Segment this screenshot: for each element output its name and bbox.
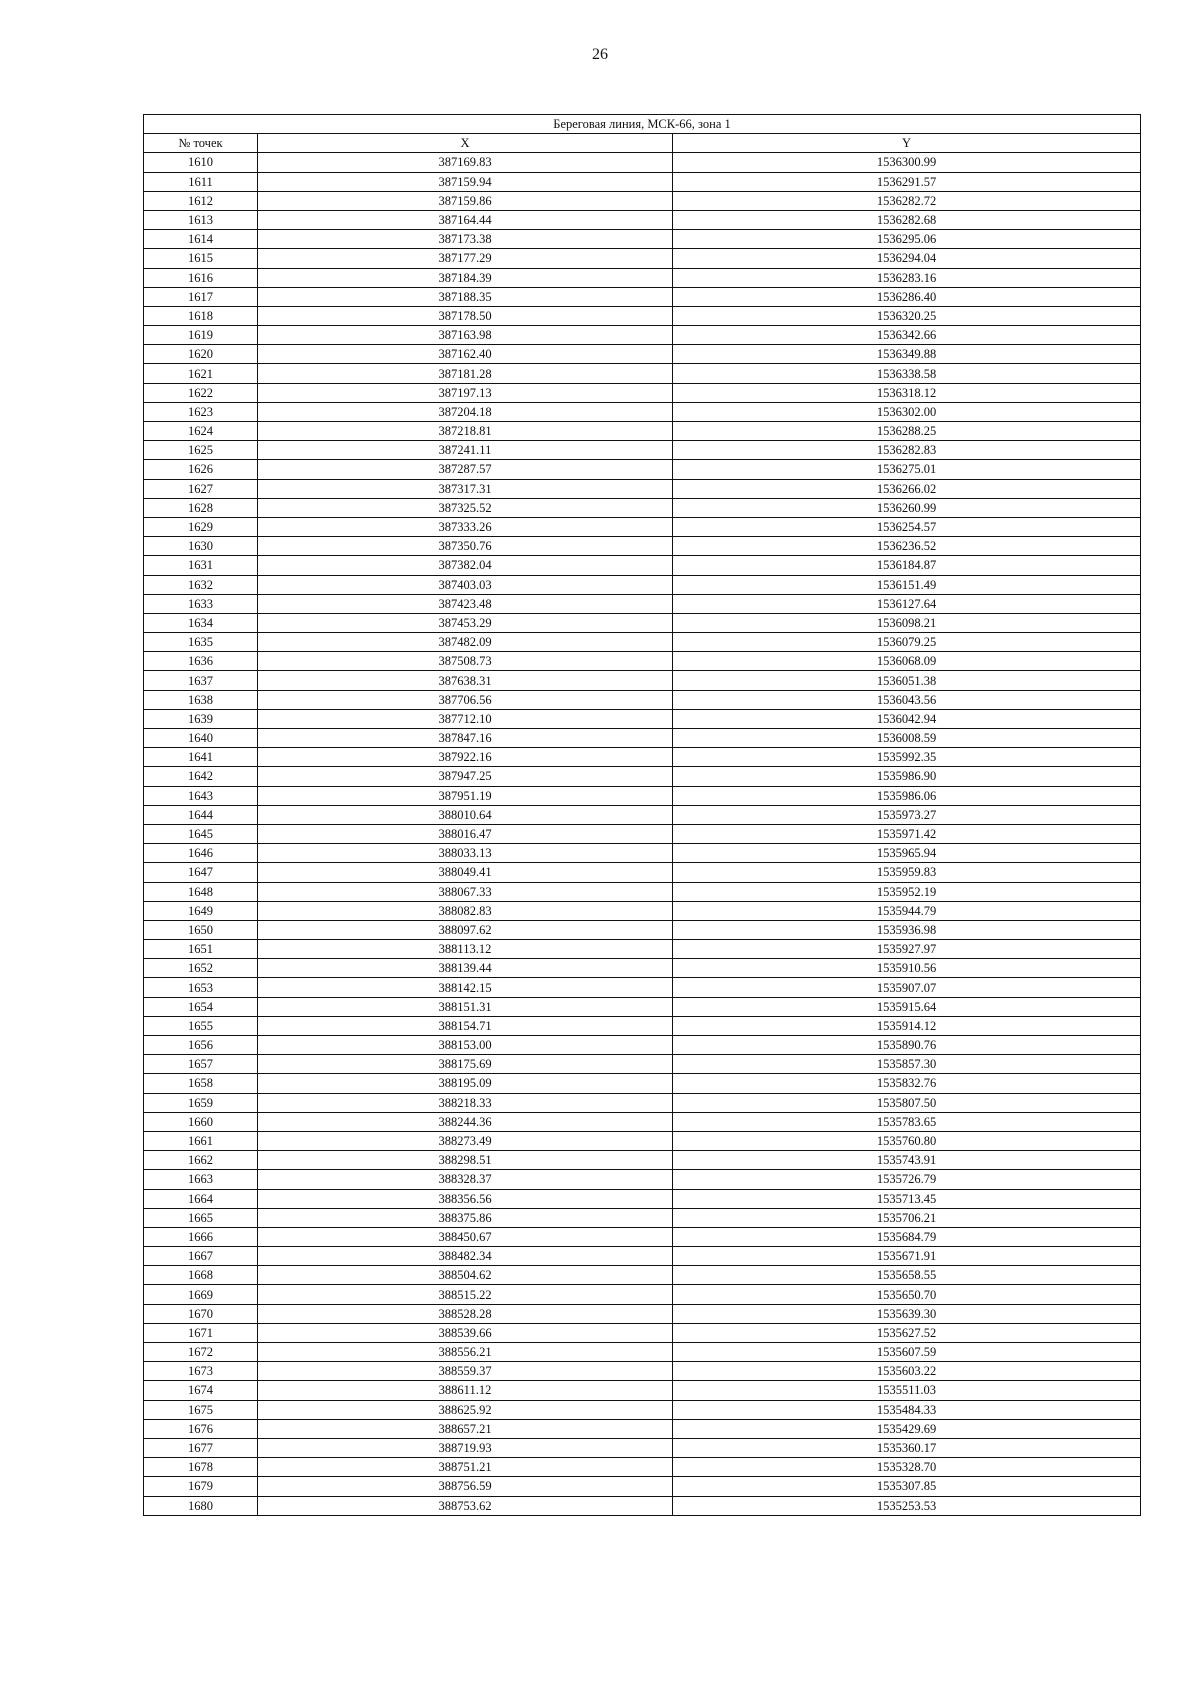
x-cell: 387423.48	[258, 594, 673, 613]
point-number-cell: 1622	[144, 383, 258, 402]
x-cell: 387922.16	[258, 748, 673, 767]
y-cell: 1535484.33	[673, 1400, 1141, 1419]
table-row	[144, 997, 1141, 1016]
point-number-cell: 1645	[144, 824, 258, 843]
x-cell: 388556.21	[258, 1343, 673, 1362]
x-cell: 388450.67	[258, 1227, 673, 1246]
x-cell: 387508.73	[258, 652, 673, 671]
y-cell: 1535760.80	[673, 1131, 1141, 1150]
table-row	[144, 1093, 1141, 1112]
table-row	[144, 959, 1141, 978]
point-number-cell: 1655	[144, 1016, 258, 1035]
table-row	[144, 422, 1141, 441]
point-number-cell: 1619	[144, 326, 258, 345]
page-number: 26	[592, 46, 608, 63]
y-cell: 1535986.06	[673, 786, 1141, 805]
point-number-cell: 1626	[144, 460, 258, 479]
table-row	[144, 1381, 1141, 1400]
x-cell: 388142.15	[258, 978, 673, 997]
table-row	[144, 1285, 1141, 1304]
y-cell: 1536282.72	[673, 191, 1141, 210]
x-cell: 388195.09	[258, 1074, 673, 1093]
y-cell: 1535807.50	[673, 1093, 1141, 1112]
point-number-cell: 1631	[144, 556, 258, 575]
x-cell: 388528.28	[258, 1304, 673, 1323]
x-cell: 387951.19	[258, 786, 673, 805]
point-number-cell: 1658	[144, 1074, 258, 1093]
point-number-cell: 1630	[144, 537, 258, 556]
y-cell: 1535910.56	[673, 959, 1141, 978]
point-number-cell: 1680	[144, 1496, 258, 1515]
point-number-cell: 1627	[144, 479, 258, 498]
x-cell: 388097.62	[258, 920, 673, 939]
table-row	[144, 537, 1141, 556]
table-row	[144, 633, 1141, 652]
x-cell: 387638.31	[258, 671, 673, 690]
y-cell: 1535726.79	[673, 1170, 1141, 1189]
x-cell: 387947.25	[258, 767, 673, 786]
table-row	[144, 249, 1141, 268]
point-number-cell: 1629	[144, 517, 258, 536]
table-row	[144, 1458, 1141, 1477]
y-cell: 1536302.00	[673, 402, 1141, 421]
point-number-cell: 1636	[144, 652, 258, 671]
point-number-cell: 1624	[144, 422, 258, 441]
table-row	[144, 1304, 1141, 1323]
y-cell: 1535973.27	[673, 805, 1141, 824]
x-cell: 388657.21	[258, 1419, 673, 1438]
y-cell: 1535890.76	[673, 1036, 1141, 1055]
y-cell: 1535959.83	[673, 863, 1141, 882]
table-row	[144, 1036, 1141, 1055]
x-cell: 388049.41	[258, 863, 673, 882]
point-number-cell: 1648	[144, 882, 258, 901]
point-number-cell: 1620	[144, 345, 258, 364]
point-number-cell: 1613	[144, 210, 258, 229]
point-number-cell: 1665	[144, 1208, 258, 1227]
x-cell: 388218.33	[258, 1093, 673, 1112]
table-row	[144, 613, 1141, 632]
table-row	[144, 1227, 1141, 1246]
table-row	[144, 786, 1141, 805]
y-cell: 1535603.22	[673, 1362, 1141, 1381]
y-cell: 1536291.57	[673, 172, 1141, 191]
table-row	[144, 882, 1141, 901]
y-cell: 1535713.45	[673, 1189, 1141, 1208]
x-cell: 387325.52	[258, 498, 673, 517]
point-number-cell: 1675	[144, 1400, 258, 1419]
y-cell: 1536042.94	[673, 709, 1141, 728]
point-number-cell: 1643	[144, 786, 258, 805]
x-cell: 387712.10	[258, 709, 673, 728]
table-row	[144, 345, 1141, 364]
table-row	[144, 1016, 1141, 1035]
point-number-cell: 1677	[144, 1438, 258, 1457]
x-cell: 388033.13	[258, 844, 673, 863]
table-row	[144, 575, 1141, 594]
point-number-cell: 1669	[144, 1285, 258, 1304]
table-row	[144, 1477, 1141, 1496]
table-row	[144, 1266, 1141, 1285]
y-cell: 1535658.55	[673, 1266, 1141, 1285]
y-cell: 1536282.83	[673, 441, 1141, 460]
x-cell: 388113.12	[258, 940, 673, 959]
point-number-cell: 1634	[144, 613, 258, 632]
point-number-cell: 1660	[144, 1112, 258, 1131]
point-number-cell: 1670	[144, 1304, 258, 1323]
y-cell: 1536320.25	[673, 306, 1141, 325]
table-row	[144, 824, 1141, 843]
x-cell: 388153.00	[258, 1036, 673, 1055]
table-row	[144, 978, 1141, 997]
x-cell: 388375.86	[258, 1208, 673, 1227]
x-cell: 388298.51	[258, 1151, 673, 1170]
table-row	[144, 767, 1141, 786]
x-cell: 388751.21	[258, 1458, 673, 1477]
y-cell: 1536349.88	[673, 345, 1141, 364]
y-cell: 1535965.94	[673, 844, 1141, 863]
point-number-cell: 1621	[144, 364, 258, 383]
x-cell: 387706.56	[258, 690, 673, 709]
x-cell: 388756.59	[258, 1477, 673, 1496]
table-row	[144, 498, 1141, 517]
y-cell: 1535307.85	[673, 1477, 1141, 1496]
point-number-cell: 1628	[144, 498, 258, 517]
x-cell: 388273.49	[258, 1131, 673, 1150]
table-row	[144, 805, 1141, 824]
point-number-cell: 1641	[144, 748, 258, 767]
point-number-cell: 1679	[144, 1477, 258, 1496]
table-row	[144, 191, 1141, 210]
header-x: X	[258, 134, 673, 153]
y-cell: 1535971.42	[673, 824, 1141, 843]
y-cell: 1536283.16	[673, 268, 1141, 287]
x-cell: 388067.33	[258, 882, 673, 901]
header-point-number: № точек	[144, 134, 258, 153]
y-cell: 1536079.25	[673, 633, 1141, 652]
y-cell: 1535857.30	[673, 1055, 1141, 1074]
point-number-cell: 1653	[144, 978, 258, 997]
point-number-cell: 1663	[144, 1170, 258, 1189]
point-number-cell: 1676	[144, 1419, 258, 1438]
y-cell: 1535927.97	[673, 940, 1141, 959]
table-row	[144, 1208, 1141, 1227]
y-cell: 1535639.30	[673, 1304, 1141, 1323]
point-number-cell: 1674	[144, 1381, 258, 1400]
y-cell: 1536184.87	[673, 556, 1141, 575]
y-cell: 1535944.79	[673, 901, 1141, 920]
table-row	[144, 1343, 1141, 1362]
point-number-cell: 1659	[144, 1093, 258, 1112]
y-cell: 1535915.64	[673, 997, 1141, 1016]
x-cell: 387177.29	[258, 249, 673, 268]
x-cell: 387317.31	[258, 479, 673, 498]
x-cell: 387204.18	[258, 402, 673, 421]
y-cell: 1535706.21	[673, 1208, 1141, 1227]
y-cell: 1536151.49	[673, 575, 1141, 594]
x-cell: 387847.16	[258, 729, 673, 748]
point-number-cell: 1635	[144, 633, 258, 652]
point-number-cell: 1614	[144, 230, 258, 249]
table-row	[144, 306, 1141, 325]
point-number-cell: 1673	[144, 1362, 258, 1381]
table-row	[144, 172, 1141, 191]
table-row	[144, 460, 1141, 479]
header-y: Y	[673, 134, 1141, 153]
table-row	[144, 479, 1141, 498]
point-number-cell: 1610	[144, 153, 258, 172]
point-number-cell: 1661	[144, 1131, 258, 1150]
x-cell: 388082.83	[258, 901, 673, 920]
table-row	[144, 1055, 1141, 1074]
table-row	[144, 844, 1141, 863]
table-row	[144, 402, 1141, 421]
y-cell: 1536260.99	[673, 498, 1141, 517]
x-cell: 387184.39	[258, 268, 673, 287]
table-row	[144, 863, 1141, 882]
x-cell: 387350.76	[258, 537, 673, 556]
y-cell: 1536286.40	[673, 287, 1141, 306]
table-row	[144, 901, 1141, 920]
y-cell: 1535992.35	[673, 748, 1141, 767]
y-cell: 1535914.12	[673, 1016, 1141, 1035]
point-number-cell: 1667	[144, 1247, 258, 1266]
x-cell: 387159.94	[258, 172, 673, 191]
y-cell: 1535429.69	[673, 1419, 1141, 1438]
table-row	[144, 517, 1141, 536]
y-cell: 1535650.70	[673, 1285, 1141, 1304]
table-header-row	[144, 134, 1141, 153]
table-row	[144, 594, 1141, 613]
y-cell: 1535907.07	[673, 978, 1141, 997]
table-row	[144, 1151, 1141, 1170]
point-number-cell: 1642	[144, 767, 258, 786]
table-row	[144, 1496, 1141, 1515]
point-number-cell: 1633	[144, 594, 258, 613]
y-cell: 1535511.03	[673, 1381, 1141, 1400]
x-cell: 387178.50	[258, 306, 673, 325]
x-cell: 388482.34	[258, 1247, 673, 1266]
y-cell: 1535360.17	[673, 1438, 1141, 1457]
x-cell: 388139.44	[258, 959, 673, 978]
point-number-cell: 1656	[144, 1036, 258, 1055]
y-cell: 1536236.52	[673, 537, 1141, 556]
y-cell: 1536043.56	[673, 690, 1141, 709]
table-row	[144, 1362, 1141, 1381]
table-row	[144, 709, 1141, 728]
table-row	[144, 230, 1141, 249]
point-number-cell: 1671	[144, 1323, 258, 1342]
y-cell: 1535627.52	[673, 1323, 1141, 1342]
point-number-cell: 1651	[144, 940, 258, 959]
point-number-cell: 1646	[144, 844, 258, 863]
point-number-cell: 1662	[144, 1151, 258, 1170]
table-row	[144, 1112, 1141, 1131]
y-cell: 1536127.64	[673, 594, 1141, 613]
y-cell: 1536008.59	[673, 729, 1141, 748]
y-cell: 1536068.09	[673, 652, 1141, 671]
y-cell: 1535936.98	[673, 920, 1141, 939]
point-number-cell: 1632	[144, 575, 258, 594]
point-number-cell: 1668	[144, 1266, 258, 1285]
table-row	[144, 748, 1141, 767]
table-row	[144, 729, 1141, 748]
table-title: Береговая линия, МСК-66, зона 1	[144, 115, 1141, 134]
x-cell: 387403.03	[258, 575, 673, 594]
y-cell: 1535832.76	[673, 1074, 1141, 1093]
point-number-cell: 1644	[144, 805, 258, 824]
table-row	[144, 556, 1141, 575]
point-number-cell: 1640	[144, 729, 258, 748]
x-cell: 387169.83	[258, 153, 673, 172]
y-cell: 1535783.65	[673, 1112, 1141, 1131]
y-cell: 1536295.06	[673, 230, 1141, 249]
x-cell: 388625.92	[258, 1400, 673, 1419]
x-cell: 388719.93	[258, 1438, 673, 1457]
x-cell: 388154.71	[258, 1016, 673, 1035]
table-row	[144, 1438, 1141, 1457]
point-number-cell: 1666	[144, 1227, 258, 1246]
y-cell: 1536051.38	[673, 671, 1141, 690]
table-body	[144, 153, 1141, 1515]
point-number-cell: 1617	[144, 287, 258, 306]
point-number-cell: 1664	[144, 1189, 258, 1208]
x-cell: 388175.69	[258, 1055, 673, 1074]
point-number-cell: 1612	[144, 191, 258, 210]
table-row	[144, 1400, 1141, 1419]
x-cell: 387159.86	[258, 191, 673, 210]
table-row	[144, 383, 1141, 402]
y-cell: 1536275.01	[673, 460, 1141, 479]
y-cell: 1536282.68	[673, 210, 1141, 229]
table-row	[144, 1189, 1141, 1208]
table-row	[144, 268, 1141, 287]
y-cell: 1535328.70	[673, 1458, 1141, 1477]
point-number-cell: 1647	[144, 863, 258, 882]
point-number-cell: 1623	[144, 402, 258, 421]
x-cell: 387188.35	[258, 287, 673, 306]
x-cell: 388328.37	[258, 1170, 673, 1189]
x-cell: 387164.44	[258, 210, 673, 229]
y-cell: 1535743.91	[673, 1151, 1141, 1170]
x-cell: 387333.26	[258, 517, 673, 536]
y-cell: 1536098.21	[673, 613, 1141, 632]
table-row	[144, 1247, 1141, 1266]
y-cell: 1536300.99	[673, 153, 1141, 172]
table-row	[144, 1074, 1141, 1093]
table-row	[144, 920, 1141, 939]
point-number-cell: 1678	[144, 1458, 258, 1477]
x-cell: 387162.40	[258, 345, 673, 364]
point-number-cell: 1649	[144, 901, 258, 920]
x-cell: 388611.12	[258, 1381, 673, 1400]
table-row	[144, 210, 1141, 229]
x-cell: 387382.04	[258, 556, 673, 575]
point-number-cell: 1654	[144, 997, 258, 1016]
x-cell: 388356.56	[258, 1189, 673, 1208]
y-cell: 1535684.79	[673, 1227, 1141, 1246]
table-row	[144, 326, 1141, 345]
x-cell: 387287.57	[258, 460, 673, 479]
y-cell: 1535671.91	[673, 1247, 1141, 1266]
point-number-cell: 1616	[144, 268, 258, 287]
point-number-cell: 1657	[144, 1055, 258, 1074]
x-cell: 387482.09	[258, 633, 673, 652]
table-row	[144, 940, 1141, 959]
x-cell: 388010.64	[258, 805, 673, 824]
x-cell: 388539.66	[258, 1323, 673, 1342]
point-number-cell: 1638	[144, 690, 258, 709]
coordinates-table	[143, 114, 1141, 1516]
y-cell: 1535253.53	[673, 1496, 1141, 1515]
x-cell: 388753.62	[258, 1496, 673, 1515]
x-cell: 387197.13	[258, 383, 673, 402]
x-cell: 388151.31	[258, 997, 673, 1016]
y-cell: 1535952.19	[673, 882, 1141, 901]
point-number-cell: 1618	[144, 306, 258, 325]
point-number-cell: 1672	[144, 1343, 258, 1362]
x-cell: 388504.62	[258, 1266, 673, 1285]
x-cell: 387218.81	[258, 422, 673, 441]
table-row	[144, 364, 1141, 383]
y-cell: 1536342.66	[673, 326, 1141, 345]
table-row	[144, 1170, 1141, 1189]
table-row	[144, 671, 1141, 690]
x-cell: 388515.22	[258, 1285, 673, 1304]
point-number-cell: 1625	[144, 441, 258, 460]
table-row	[144, 690, 1141, 709]
x-cell: 388016.47	[258, 824, 673, 843]
point-number-cell: 1652	[144, 959, 258, 978]
point-number-cell: 1611	[144, 172, 258, 191]
table-row	[144, 153, 1141, 172]
y-cell: 1536294.04	[673, 249, 1141, 268]
y-cell: 1536318.12	[673, 383, 1141, 402]
table-row	[144, 287, 1141, 306]
y-cell: 1535986.90	[673, 767, 1141, 786]
y-cell: 1536288.25	[673, 422, 1141, 441]
table-row	[144, 652, 1141, 671]
x-cell: 387453.29	[258, 613, 673, 632]
table-row	[144, 1419, 1141, 1438]
table-row	[144, 1323, 1141, 1342]
point-number-cell: 1615	[144, 249, 258, 268]
point-number-cell: 1639	[144, 709, 258, 728]
y-cell: 1535607.59	[673, 1343, 1141, 1362]
table-row	[144, 441, 1141, 460]
point-number-cell: 1650	[144, 920, 258, 939]
y-cell: 1536266.02	[673, 479, 1141, 498]
x-cell: 387241.11	[258, 441, 673, 460]
x-cell: 388559.37	[258, 1362, 673, 1381]
y-cell: 1536338.58	[673, 364, 1141, 383]
x-cell: 387173.38	[258, 230, 673, 249]
point-number-cell: 1637	[144, 671, 258, 690]
x-cell: 387181.28	[258, 364, 673, 383]
y-cell: 1536254.57	[673, 517, 1141, 536]
x-cell: 387163.98	[258, 326, 673, 345]
table-title-row	[144, 115, 1141, 134]
table-row	[144, 1131, 1141, 1150]
x-cell: 388244.36	[258, 1112, 673, 1131]
